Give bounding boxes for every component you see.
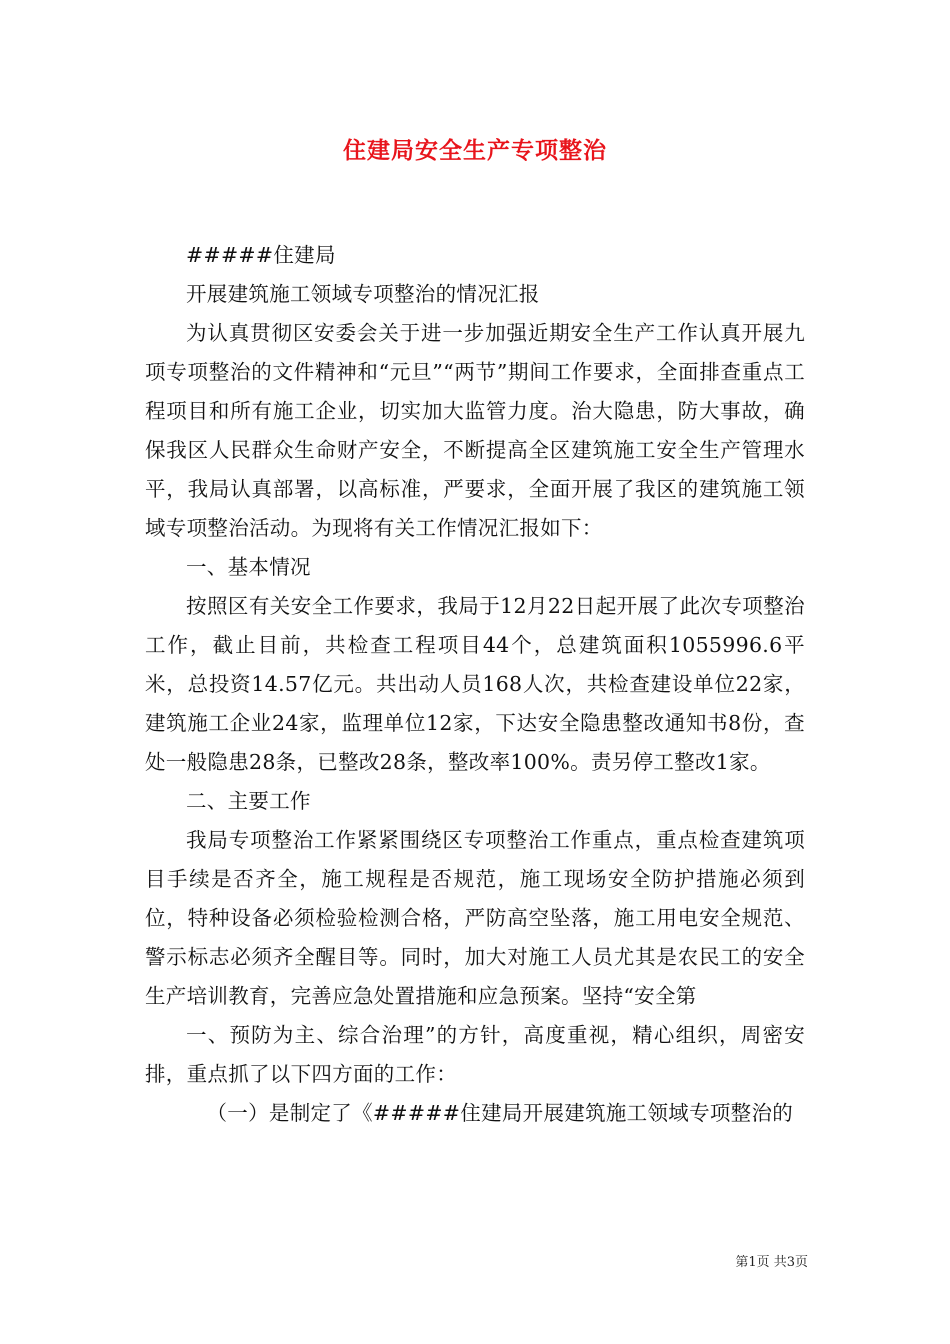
paragraph-policy: 一、预防为主、综合治理”的方针，高度重视，精心组织，周密安排，重点抓了以下四方面的工作：	[145, 1023, 805, 1086]
paragraph-main-work: 我局专项整治工作紧紧围绕区专项整治工作重点，重点检查建筑项目手续是否齐全，施工规程是否规范，施工现场安全防护措施必须到位，特种设备必须检验检测合格，严防高空坠落，施工用电安全规范、警示标志必须齐全醒目等。同时，加大对施工人员尤其是农民工的安全生产培训教育，完善应急处置措施和应急预案。坚持“安全第	[145, 828, 805, 1008]
paragraph-intro: 为认真贯彻区安委会关于进一步加强近期安全生产工作认真开展九项专项整治的文件精神和“元旦”“两节”期间工作要求，全面排查重点工程项目和所有施工企业，切实加大监管力度。治大隐患，防大事故，确保我区人民群众生命财产安全，不断提高全区建筑施工安全生产管理水平，我局认真部署，以高标准，严要求，全面开展了我区的建筑施工领域专项整治活动。为现将有关工作情况汇报如下：	[145, 321, 805, 540]
paragraph-organization: #####住建局	[186, 243, 336, 267]
paragraph-basic-situation: 按照区有关安全工作要求，我局于12月22日起开展了此次专项整治工作，截止目前，共检查工程项目44个，总建筑面积1055996.6平米，总投资14.57亿元。共出动人员168人次，共检查建设单位22家，建筑施工企业24家，监理单位12家，下达安全隐患整改通知书8份，查处一般隐患28条，已整改28条，整改率100%。责另停工整改1家。	[145, 594, 805, 774]
document-body	[145, 236, 805, 1133]
section-heading-main-work: 二、主要工作	[186, 789, 311, 813]
document-title: 住建局安全生产专项整治	[343, 137, 607, 164]
paragraph-item-one: （一）是制定了《#####住建局开展建筑施工领域专项整治的	[206, 1101, 794, 1125]
page-number: 第1页 共3页	[735, 1255, 808, 1270]
section-heading-basic: 一、基本情况	[186, 555, 311, 579]
paragraph-report-title: 开展建筑施工领域专项整治的情况汇报	[186, 282, 540, 306]
